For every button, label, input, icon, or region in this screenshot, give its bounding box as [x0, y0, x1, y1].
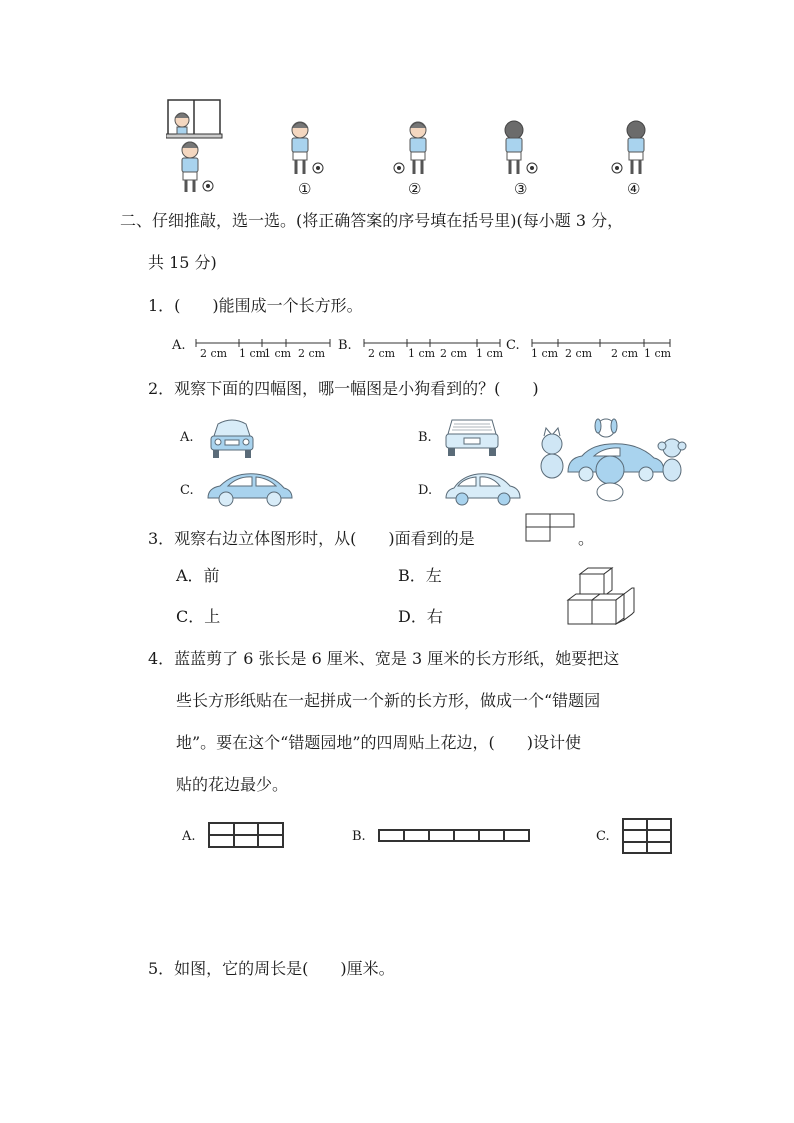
q2-option-a-car-front	[208, 414, 256, 460]
view-label-3: ③	[514, 180, 528, 198]
q1-c-seg-3: 2 cm	[611, 347, 639, 360]
q2-animals-car-scene	[538, 414, 688, 504]
q3-option-d: D．右	[398, 607, 443, 626]
question-3-text-after: 。	[578, 529, 595, 548]
window-boy-illustration	[166, 98, 228, 198]
q1-a-seg-3: 1 cm	[264, 347, 292, 360]
view-1-illustration	[282, 116, 326, 180]
q3-view-shape-icon	[525, 513, 577, 543]
q2-option-c-car-side-left	[204, 470, 294, 508]
q2-option-a-letter: A.	[180, 430, 194, 445]
q3-option-c: C．上	[176, 607, 221, 626]
q1-option-c-letter: C.	[506, 338, 520, 353]
view-label-4: ④	[627, 180, 641, 198]
q2-option-d-letter: D.	[418, 483, 433, 498]
q3-option-a: A．前	[176, 566, 220, 585]
q3-option-b: B．左	[398, 566, 442, 585]
view-label-2: ②	[408, 180, 422, 198]
q1-a-seg-1: 2 cm	[200, 347, 228, 360]
q1-c-seg-4: 1 cm	[644, 347, 672, 360]
view-label-1: ①	[298, 180, 312, 198]
question-4-line2: 些长方形纸贴在一起拼成一个新的长方形，做成一个“错题园	[176, 691, 601, 710]
question-3-text	[148, 528, 475, 550]
question-3-text-before: 3．观察右边立体图形时，从( )面看到的是	[148, 529, 475, 548]
q1-a-seg-2: 1 cm	[239, 347, 267, 360]
q1-b-seg-1: 2 cm	[368, 347, 396, 360]
q4-option-b-letter: B.	[352, 829, 366, 844]
q4-option-a-letter: A.	[182, 829, 196, 844]
view-2-illustration	[392, 116, 436, 180]
q1-c-seg-2: 2 cm	[565, 347, 593, 360]
question-1-text: 1．( )能围成一个长方形。	[148, 296, 363, 315]
q1-b-seg-4: 1 cm	[476, 347, 504, 360]
view-4-illustration	[610, 116, 654, 180]
q4-option-b-grid	[378, 829, 530, 842]
q2-option-b-car-back	[444, 414, 500, 460]
question-2-text: 2．观察下面的四幅图，哪一幅图是小狗看到的？( )	[148, 379, 539, 398]
view-3-illustration	[496, 116, 540, 180]
q1-b-seg-3: 2 cm	[440, 347, 468, 360]
question-4-line3: 地”。要在这个“错题园地”的四周贴上花边，( )设计使	[176, 733, 582, 752]
q3-solid-cubes-figure	[564, 566, 636, 628]
q1-option-a-letter: A.	[172, 338, 186, 353]
q1-a-seg-4: 2 cm	[298, 347, 326, 360]
q4-option-a-grid	[208, 822, 284, 848]
q1-c-seg-1: 1 cm	[531, 347, 559, 360]
section-heading-line1: 二、仔细推敲，选一选。(将正确答案的序号填在括号里)(每小题 3 分，	[120, 211, 624, 230]
q4-option-c-grid	[622, 818, 672, 854]
question-5-text: 5．如图，它的周长是( )厘米。	[148, 959, 395, 978]
q2-option-d-car-side-right	[444, 470, 524, 508]
q2-option-c-letter: C.	[180, 483, 194, 498]
q4-option-c-letter: C.	[596, 829, 610, 844]
q1-option-b-letter: B.	[338, 338, 352, 353]
q1-b-seg-2: 1 cm	[408, 347, 436, 360]
question-4-line4: 贴的花边最少。	[176, 775, 289, 794]
q2-option-b-letter: B.	[418, 430, 432, 445]
section-heading-line2: 共 15 分)	[148, 253, 217, 272]
question-4-line1: 4．蓝蓝剪了 6 张长是 6 厘米、宽是 3 厘米的长方形纸，她要把这	[148, 649, 620, 668]
